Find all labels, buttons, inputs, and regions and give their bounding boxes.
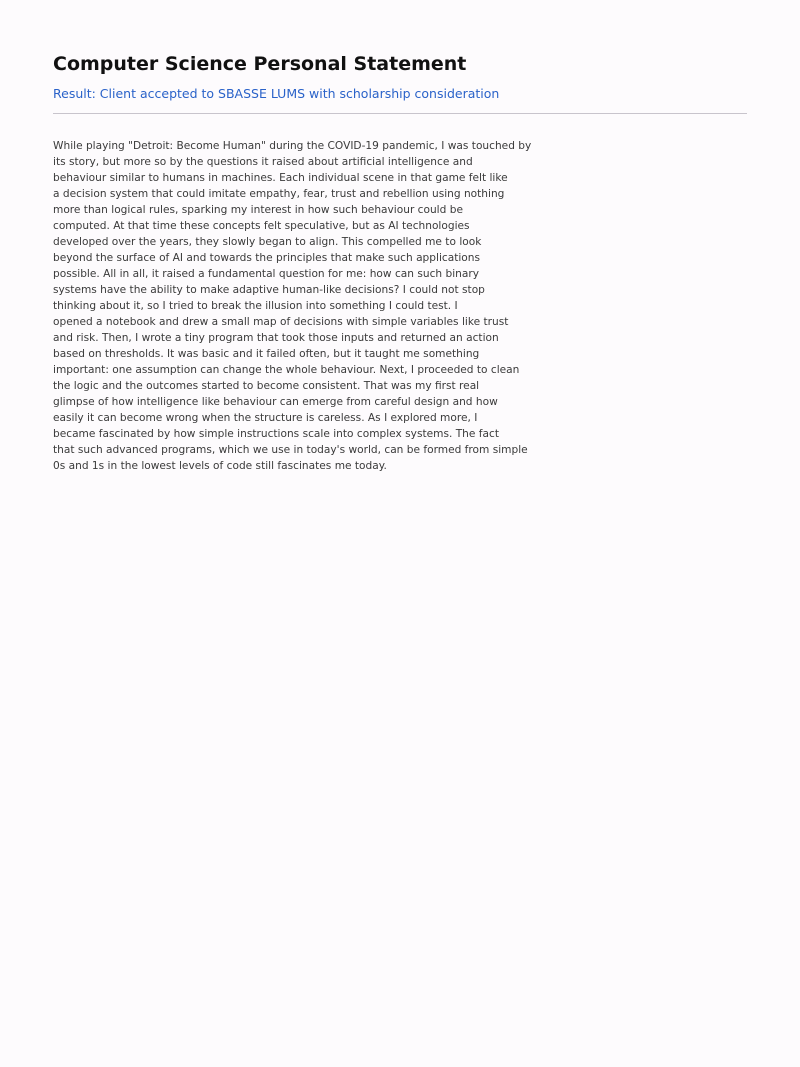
statement-line: easily it can become wrong when the structure is careless. As I explored more, I bbox=[53, 412, 478, 424]
statement-line: a decision system that could imitate empathy, fear, trust and rebellion using nothing bbox=[53, 188, 505, 200]
statement-line: important: one assumption can change the whole behaviour. Next, I proceeded to clean bbox=[53, 364, 520, 376]
statement-line: developed over the years, they slowly began to align. This compelled me to look bbox=[53, 236, 482, 248]
statement-line: that such advanced programs, which we use in today's world, can be formed from simple bbox=[53, 444, 528, 456]
header-divider bbox=[53, 113, 747, 114]
result-subtitle: Result: Client accepted to SBASSE LUMS with scholarship consideration bbox=[53, 86, 500, 101]
statement-line: and risk. Then, I wrote a tiny program that took those inputs and returned an action bbox=[53, 332, 499, 344]
statement-line: became fascinated by how simple instructions scale into complex systems. The fact bbox=[53, 428, 499, 440]
statement-body bbox=[53, 138, 531, 474]
statement-line: its story, but more so by the questions it raised about artificial intelligence and bbox=[53, 156, 473, 168]
statement-line: behaviour similar to humans in machines. Each individual scene in that game felt like bbox=[53, 172, 508, 184]
statement-line: thinking about it, so I tried to break the illusion into something I could test. I bbox=[53, 300, 458, 312]
statement-line: computed. At that time these concepts felt speculative, but as AI technologies bbox=[53, 220, 470, 232]
statement-line: based on thresholds. It was basic and it failed often, but it taught me something bbox=[53, 348, 480, 360]
page-title: Computer Science Personal Statement bbox=[53, 53, 467, 75]
statement-line: possible. All in all, it raised a fundamental question for me: how can such binary bbox=[53, 268, 479, 280]
statement-line: glimpse of how intelligence like behaviour can emerge from careful design and how bbox=[53, 396, 498, 408]
statement-line: While playing "Detroit: Become Human" during the COVID-19 pandemic, I was touched by bbox=[53, 140, 532, 152]
statement-line: systems have the ability to make adaptive human-like decisions? I could not stop bbox=[53, 284, 485, 296]
statement-line: 0s and 1s in the lowest levels of code still fascinates me today. bbox=[53, 460, 387, 472]
statement-line: beyond the surface of AI and towards the principles that make such applications bbox=[53, 252, 481, 264]
statement-line: the logic and the outcomes started to become consistent. That was my first real bbox=[53, 380, 480, 392]
statement-line: opened a notebook and drew a small map of decisions with simple variables like trust bbox=[53, 316, 509, 328]
statement-line: more than logical rules, sparking my interest in how such behaviour could be bbox=[53, 204, 463, 216]
